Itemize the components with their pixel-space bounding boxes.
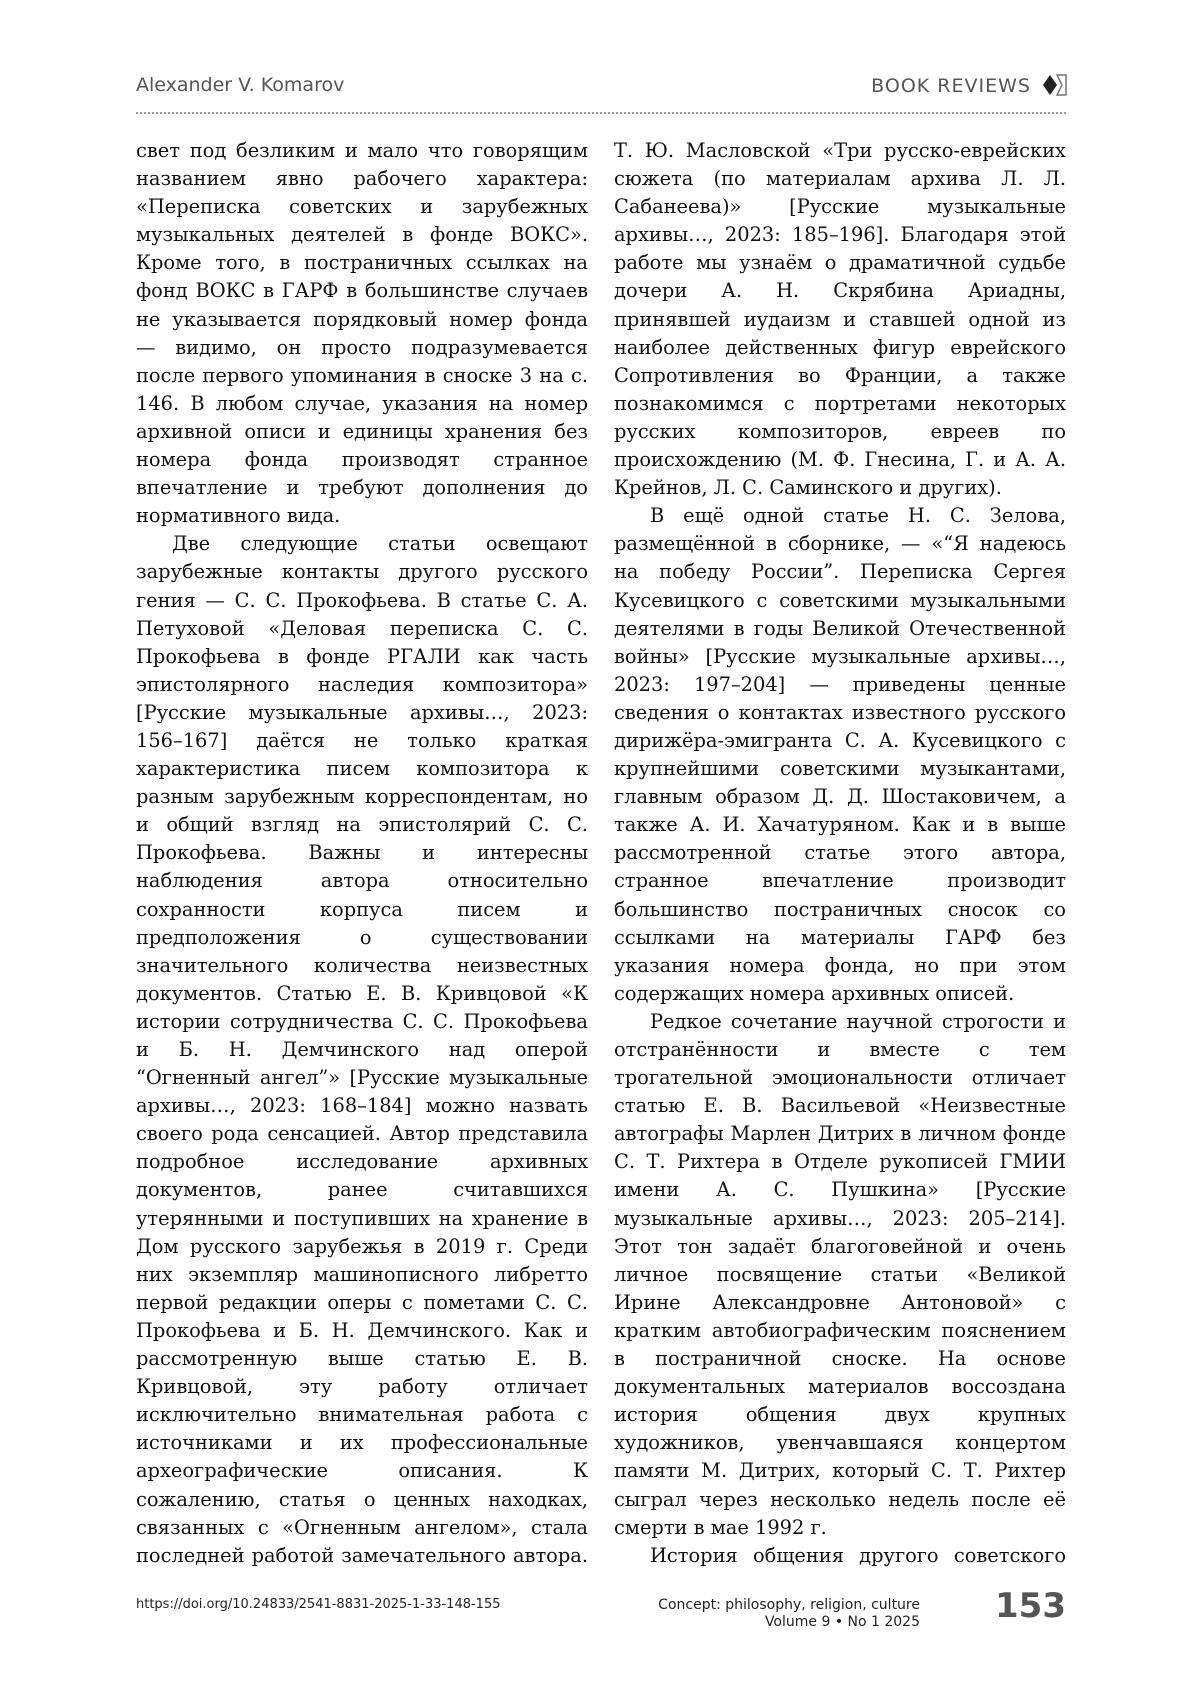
paragraph: Редкое сочетание научной строгости и отстранённости и вместе с тем трогательной эмоциональности отличает статью Е. В. Васильевой «Неизвестные автографы Марлен Дитрих в личном фонде С. Т. Рихтера в Отделе рукописей ГМИИ имени А. С. Пушкина» [Русские музыкальные архивы…, 2023: 205–214]. Этот тон задаёт благоговейной и очень личное посвящение статьи «Великой Ирине Александровне Антоновой» с кратким автобиографическим пояснением в постраничной сноске. На основе документальных материалов воссоздана история общения двух крупных художников, увенчавшаяся концертом памяти М. Дитрих, который С. Т. Рихтер сыграл через несколько недель после её смерти в мае 1992 г. (614, 1009, 1066, 1539)
header-divider (136, 112, 1066, 114)
footer-doi-link[interactable]: https://doi.org/10.24833/2541-8831-2025-1-33-148-155 (136, 1597, 501, 1612)
journal-title: Concept: philosophy, religion, culture (658, 1597, 920, 1613)
paragraph: свет под безликим и мало что говорящим названием явно рабочего характера: «Переписка советских и зарубежных музыкальных деятелей в фонде ВОКС». Кроме того, в постраничных ссылках на фонд ВОКС в ГАРФ в большинстве случаев не указывается порядковый номер фонда — видимо, он просто подразумевается после первого упоминания в сноске 3 на с. 146. В любом случае, указания на номер архивной описи и единицы хранения без номера фонда производят странное впечатление и требуют дополнения до нормативного вида. (136, 139, 588, 528)
page-number: 153 (995, 1586, 1066, 1626)
right-column (614, 137, 1066, 1573)
running-head-section (871, 74, 1068, 97)
journal-issue: Volume 9 • No 1 2025 (764, 1614, 920, 1630)
left-column (136, 137, 588, 1573)
paragraph: Две следующие статьи освещают зарубежные контакты другого русского гения — С. С. Прокофьева. В статье С. А. Петуховой «Деловая переписка С. С. Прокофьева в фонде РГАЛИ как часть эпистолярного наследия композитора» [Русские музыкальные архивы…, 2023: 156–167] даётся не только краткая характеристика писем композитора к разным зарубежным корреспондентам, но и общий взгляд на эпистолярий С. С. Прокофьева. Важны и интересны наблюдения автора относительно сохранности корпуса писем и предположения о существовании значительного количества неизвестных документов. Статью Е. В. Кривцовой «К истории сотрудничества С. С. Прокофьева и Б. Н. Демчинского над оперой “Огненный ангел”» [Русские музыкальные архивы…, 2023: 168–184] можно назвать своего рода сенсацией. Автор представила подробное исследование архивных документов, ранее считавшихся утерянными и поступивших на хранение в Дом русского зарубежья в 2019 г. Среди них экземпляр машинописного либретто первой редакции оперы с пометами С. С. Прокофьева и Б. Н. Демчинского. Как и рассмотренную выше статью Е. В. Кривцовой, эту работу отличает исключительно внимательная работа с источниками и их профессиональные археографические описания. К сожалению, статья о ценных находках, связанных с «Огненным ангелом», стала последней работой замечательного автора. (136, 532, 588, 1567)
paragraph: В ещё одной статье Н. С. Зелова, размещённой в сборнике, — «“Я надеюсь на победу России”. Переписка Сергея Кусевицкого с советскими музыкальными деятелями в годы Великой Отечественной войны» [Русские музыкальные архивы…, 2023: 197–204] — приведены ценные сведения о контактах известного русского дирижёра-эмигранта С. А. Кусевицкого с крупнейшими советскими музыкантами, главным образом Д. Д. Шостаковичем, а также А. И. Хачатуряном. Как и в выше рассмотренной статье этого автора, странное впечатление производит большинство постраничных сносок со ссылками на материалы ГАРФ без указания номера фонда, но при этом содержащих номера архивных описей. (614, 504, 1066, 1005)
diamond-bullet-icon (1042, 74, 1068, 96)
paragraph: Т. Ю. Масловской «Три русско-еврейских сюжета (по материалам архива Л. Л. Сабанеева)» [Русские музыкальные архивы…, 2023: 185–196]. Благодаря этой работе мы узнаём о драматичной судьбе дочери А. Н. Скрябина Ариадны, принявшей иудаизм и ставшей одной из наиболее действенных фигур еврейского Сопротивления во Франции, а также познакомимся с портретами некоторых русских композиторов, евреев по происхождению (М. Ф. Гнесина, Г. и А. А. Крейнов, Л. С. Саминского и других). (614, 139, 1066, 500)
running-head-author: Alexander V. Komarov (136, 74, 345, 96)
paragraph: История общения другого советского (650, 1543, 1066, 1567)
section-label: BOOK REVIEWS (871, 75, 1031, 97)
footer-journal (630, 1597, 920, 1631)
